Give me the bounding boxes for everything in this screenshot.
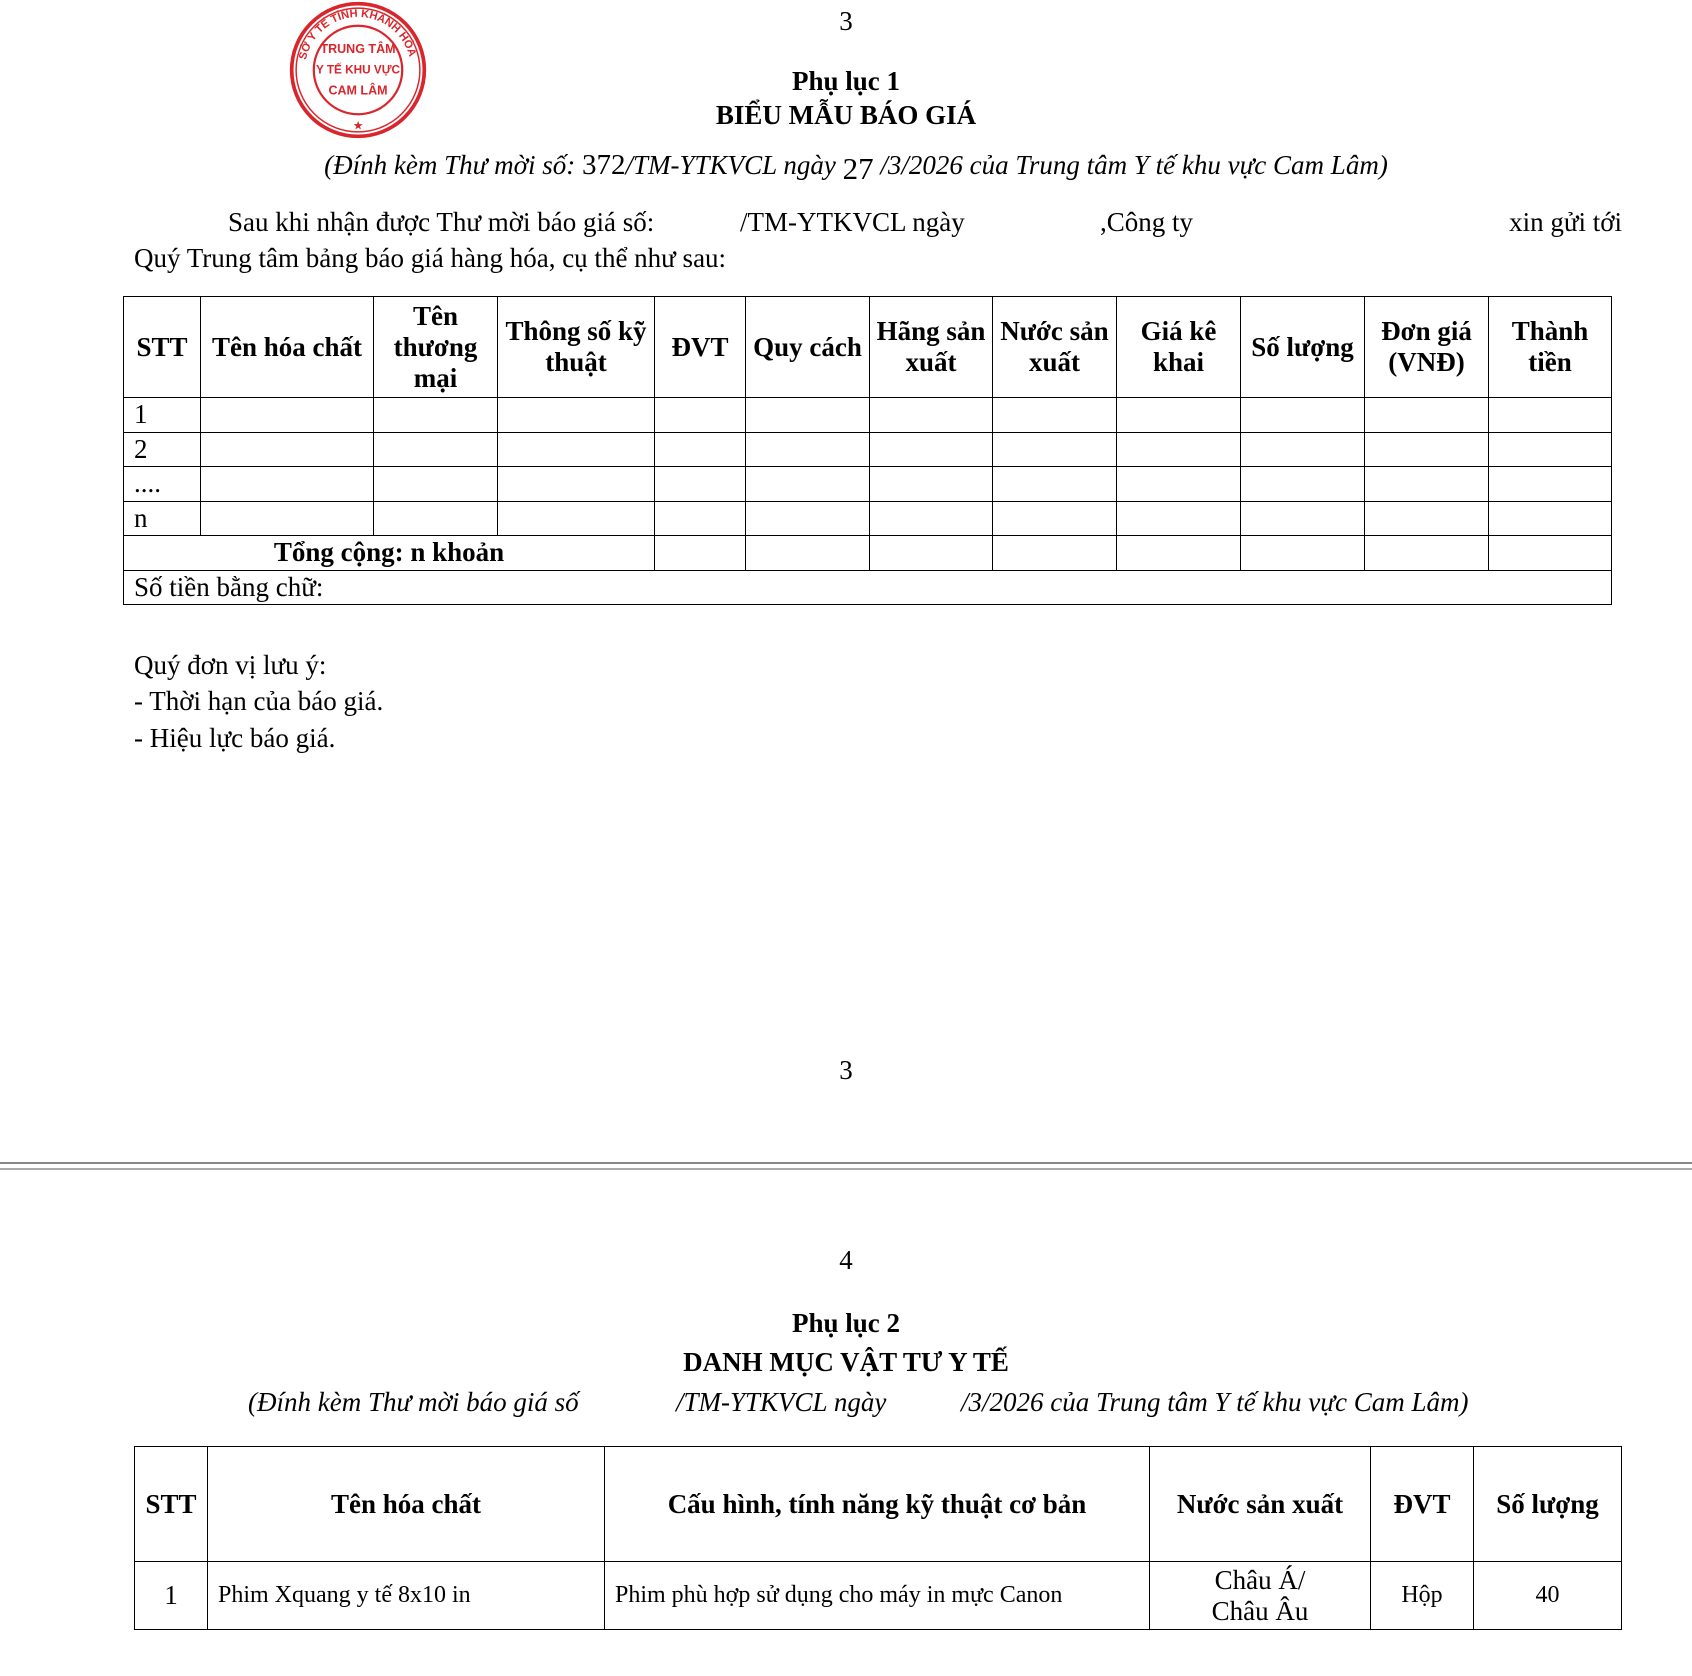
page-number-bottom: 3 <box>839 1055 853 1085</box>
header-ten-thuong-mai: Tên thương mại <box>374 297 498 398</box>
page-number-top: 3 <box>839 6 853 36</box>
quote-form-table <box>123 296 1612 605</box>
row-stt: .... <box>124 467 201 502</box>
page-divider <box>0 1162 1692 1164</box>
table-header-row <box>135 1447 1622 1562</box>
amount-in-words-label: Số tiền bằng chữ: <box>124 570 1612 605</box>
header-gia-ke-khai: Giá kê khai <box>1117 297 1241 398</box>
table-header-row <box>124 297 1612 398</box>
attachment-suffix: /3/2026 của Trung tâm Y tế khu vực Cam Lâm) <box>880 150 1388 180</box>
appendix-2-title: DANH MỤC VẬT TƯ Y TẾ <box>683 1347 1009 1377</box>
header-dvt: ĐVT <box>655 297 746 398</box>
header-ten-hoa-chat: Tên hóa chất <box>201 297 374 398</box>
origin-line: Châu Á/ <box>1214 1564 1306 1595</box>
header-so-luong: Số lượng <box>1241 297 1365 398</box>
total-label: Tổng cộng: n khoản <box>124 536 655 571</box>
amount-in-words-row <box>124 570 1612 605</box>
row-unit: Hộp <box>1371 1562 1474 1630</box>
header-hang-san-xuat: Hãng sản xuất <box>870 297 993 398</box>
supply-list-table <box>134 1446 1622 1630</box>
row-stt: 1 <box>124 398 201 433</box>
header-so-luong: Số lượng <box>1474 1447 1622 1562</box>
attachment-2-part2: /TM-YTKVCL ngày <box>676 1387 887 1417</box>
header-thong-so: Thông số kỹ thuật <box>498 297 655 398</box>
note-item: - Thời hạn của báo giá. <box>134 686 384 716</box>
attachment-prefix: (Đính kèm Thư mời số: <box>324 150 576 180</box>
page-number-4: 4 <box>839 1245 853 1275</box>
header-quy-cach: Quy cách <box>746 297 870 398</box>
attachment-mid: /TM-YTKVCL ngày <box>625 150 836 180</box>
header-don-gia: Đơn giá (VNĐ) <box>1365 297 1489 398</box>
row-spec: Phim phù hợp sử dụng cho máy in mực Canon <box>605 1562 1150 1630</box>
header-dvt: ĐVT <box>1371 1447 1474 1562</box>
header-thanh-tien: Thành tiền <box>1489 297 1612 398</box>
header-nuoc-san-xuat: Nước sản xuất <box>993 297 1117 398</box>
attachment-2-part1: (Đính kèm Thư mời báo giá số <box>248 1387 579 1417</box>
svg-text:SỞ Y TẾ TỈNH KHÁNH HÒA: SỞ Y TẾ TỈNH KHÁNH HÒA <box>297 7 419 61</box>
intro-text-3: ,Công ty <box>1100 207 1194 237</box>
row-qty: 40 <box>1474 1562 1622 1630</box>
header-cau-hinh: Cấu hình, tính năng kỹ thuật cơ bản <box>605 1447 1150 1562</box>
row-stt: 2 <box>124 432 201 467</box>
letter-number: 372 <box>582 149 626 181</box>
svg-text:TRUNG TÂM: TRUNG TÂM <box>320 42 396 57</box>
appendix-1-title: BIỂU MẪU BÁO GIÁ <box>715 100 977 130</box>
svg-text:Y TẾ KHU VỰC: Y TẾ KHU VỰC <box>315 63 401 77</box>
row-stt: 1 <box>135 1562 208 1630</box>
header-nuoc-san-xuat: Nước sản xuất <box>1150 1447 1371 1562</box>
table-row <box>135 1562 1622 1630</box>
page-divider <box>0 1168 1692 1170</box>
table-row <box>124 432 1612 467</box>
letter-day: 27 <box>842 151 874 186</box>
table-row <box>124 467 1612 502</box>
appendix-1-label: Phụ lục 1 <box>791 66 901 96</box>
total-row <box>124 536 1612 571</box>
appendix-2-label: Phụ lục 2 <box>791 1308 901 1338</box>
intro-text-4: xin gửi tới <box>1509 207 1622 237</box>
header-stt: STT <box>135 1447 208 1562</box>
table-row <box>124 501 1612 536</box>
row-name: Phim Xquang y tế 8x10 in <box>208 1562 605 1630</box>
origin-line: Châu Âu <box>1211 1595 1309 1626</box>
appendix-1-attachment <box>10 146 1692 186</box>
notes-title: Quý đơn vị lưu ý: <box>134 650 327 680</box>
intro-line-2: Quý Trung tâm bảng báo giá hàng hóa, cụ thể như sau: <box>134 243 727 273</box>
row-stt: n <box>124 501 201 536</box>
row-origin <box>1150 1562 1371 1630</box>
intro-text-1: Sau khi nhận được Thư mời báo giá số: <box>228 207 655 237</box>
header-ten-hoa-chat: Tên hóa chất <box>208 1447 605 1562</box>
table-row <box>124 398 1612 433</box>
note-item: - Hiệu lực báo giá. <box>134 723 336 753</box>
attachment-2-part3: /3/2026 của Trung tâm Y tế khu vực Cam Lâm) <box>961 1387 1469 1417</box>
header-stt: STT <box>124 297 201 398</box>
svg-text:CAM LÂM: CAM LÂM <box>328 83 388 98</box>
intro-text-2: /TM-YTKVCL ngày <box>740 207 965 237</box>
svg-text:★: ★ <box>352 119 364 133</box>
